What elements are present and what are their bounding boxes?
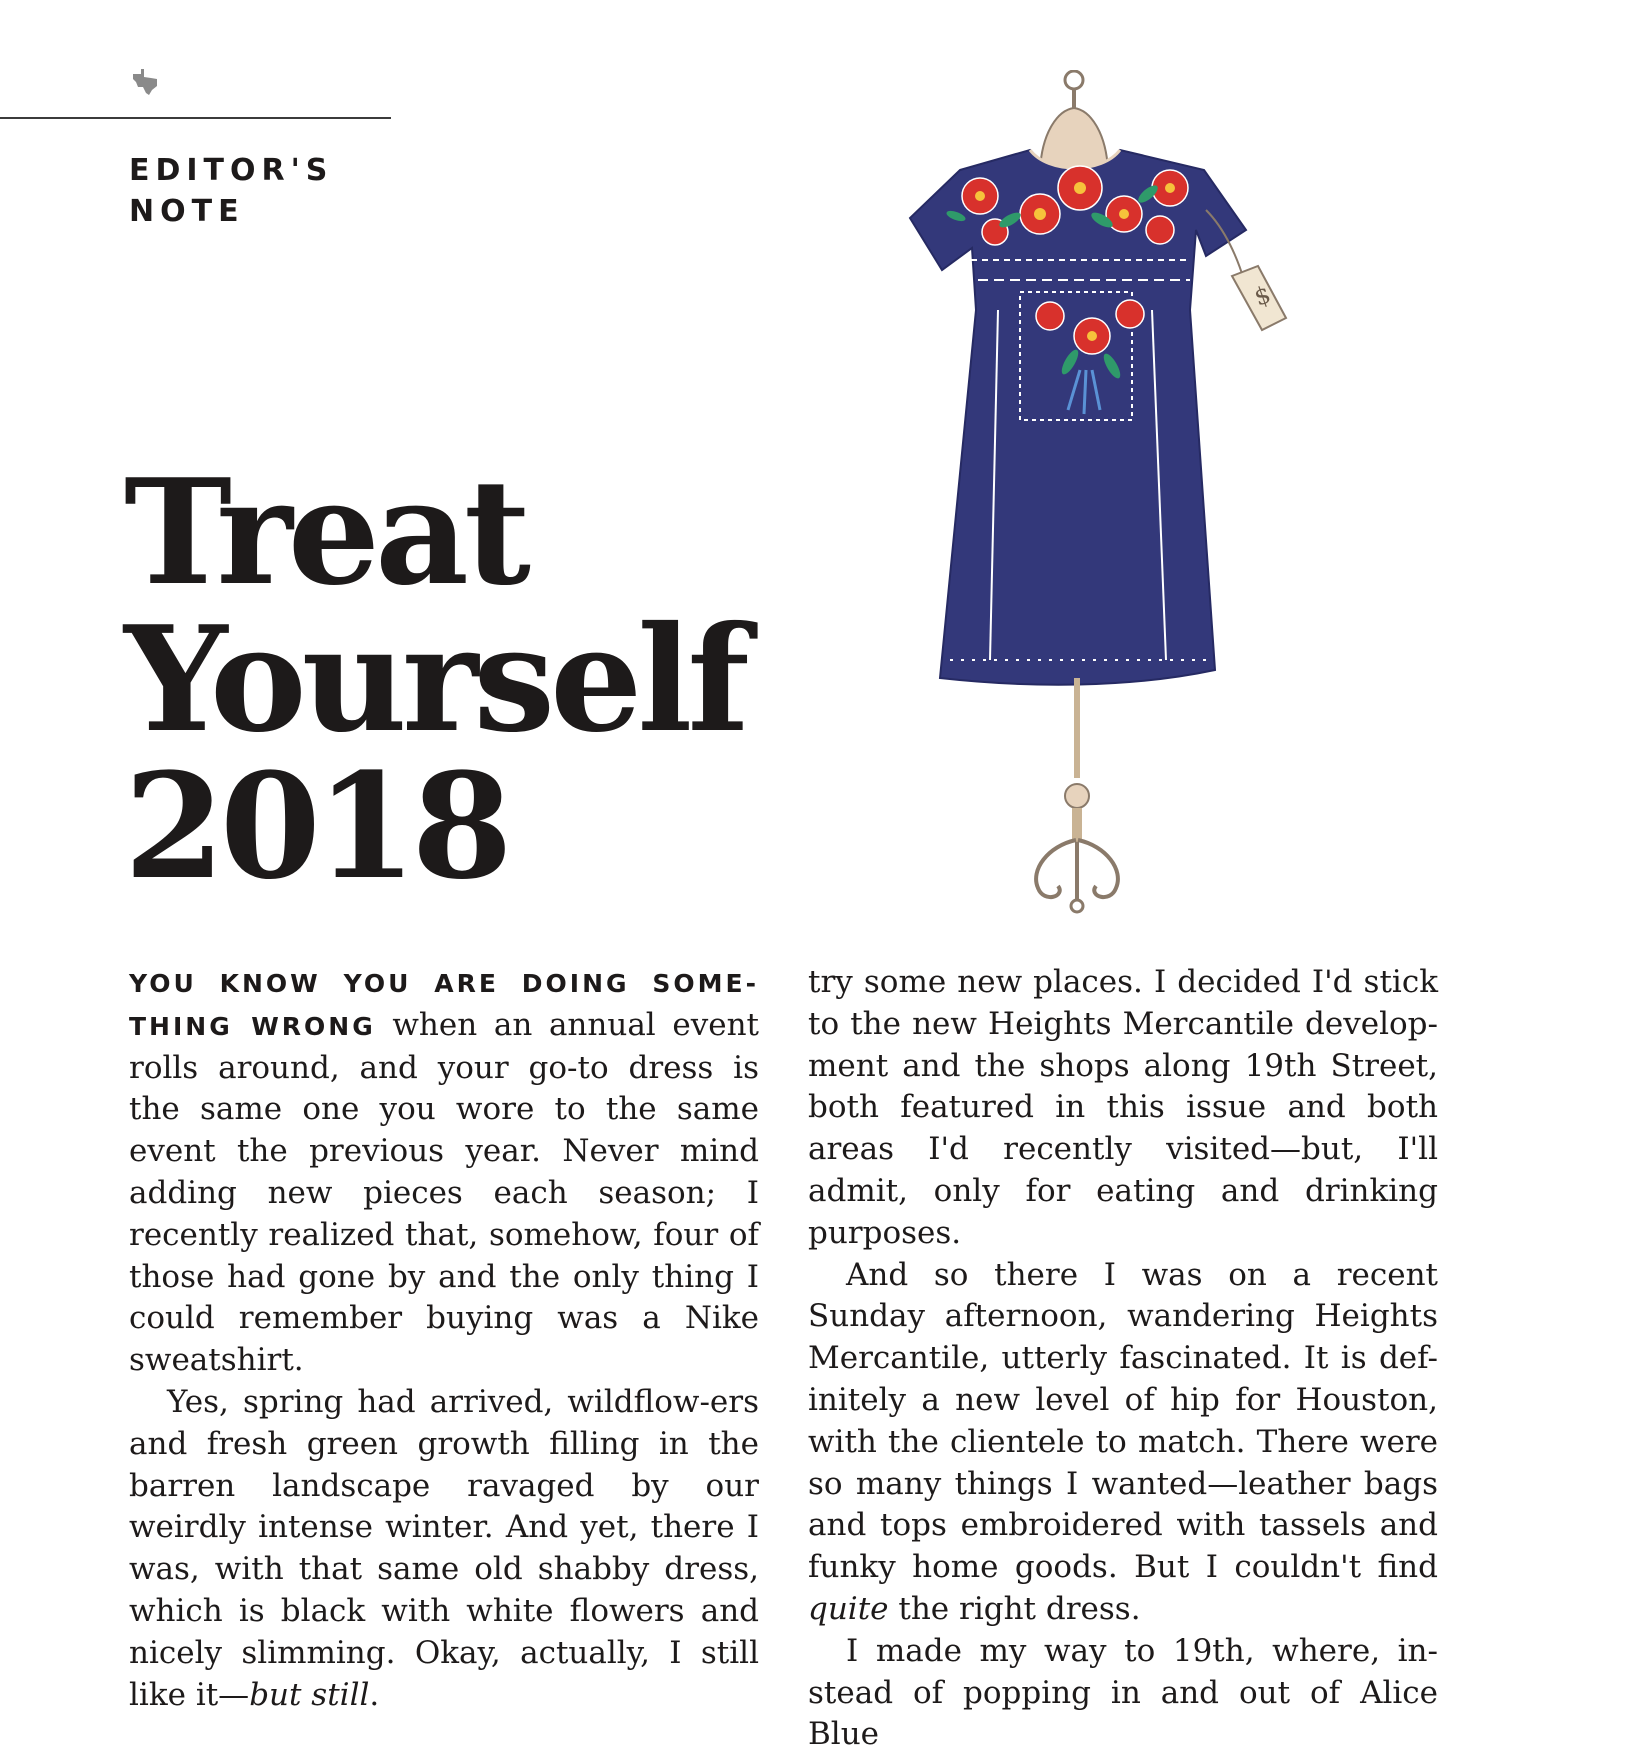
paragraph-3 xyxy=(808,962,1438,1255)
kicker-line-1: EDITOR'S xyxy=(129,153,334,188)
paragraph-1 xyxy=(129,962,759,1382)
paragraph-5 xyxy=(808,1631,1438,1756)
headline-line-2: Yourself xyxy=(124,595,745,765)
headline-line-1: Treat xyxy=(124,448,526,618)
lead-in: YOU KNOW YOU ARE DOING SOME-THING WRONG xyxy=(129,969,759,1041)
paragraph-5-text: I made my way to 19th, where, in-stead of popping in and out of Alice Blue xyxy=(808,1632,1438,1753)
paragraph-3-text: try some new places. I decided I'd stick to the new Heights Mercantile develop-ment and the shops along 19th Street, both featured in this issue and both areas I'd recently visited—but, I'll admit, only for eating and drinking purposes. xyxy=(808,964,1438,1251)
paragraph-2-end: . xyxy=(369,1676,380,1713)
paragraph-2 xyxy=(129,1382,759,1716)
section-kicker xyxy=(129,150,333,232)
paragraph-2-text: Yes, spring had arrived, wildflow-ers and fresh green growth filling in the barren landscape ravaged by our weirdly intense winter. And yet, there I was, with that same old shabby dress, which is black with white flowers and nicely slimming. Okay, actually, I still like it— xyxy=(129,1383,759,1713)
paragraph-4-end: the right dress. xyxy=(888,1590,1141,1627)
paragraph-1-text: when an annual event rolls around, and your go-to dress is the same one you wore to the same event the previous year. Never mind adding new pieces each season; I recently realized that, somehow, four of those had gone by and the only thing I could remember buying was a Nike sweatshirt. xyxy=(129,1006,760,1379)
texas-state-icon xyxy=(130,66,160,96)
paragraph-4-text: And so there I was on a recent Sunday afternoon, wandering Heights Mercantile, utterly fascinated. It is def-initely a new level of hip for Houston, with the clientele to match. There were so many things I wanted—leather bags and tops embroidered with tassels and funky home goods. But I couldn't find xyxy=(808,1256,1438,1586)
header-rule xyxy=(0,117,391,119)
article-column-right xyxy=(808,962,1438,1756)
kicker-line-2: NOTE xyxy=(129,194,245,229)
headline-line-3: 2018 xyxy=(124,742,508,912)
price-tag-symbol: $ xyxy=(1250,280,1275,312)
headline xyxy=(124,448,745,912)
dress-on-mannequin-icon xyxy=(880,70,1320,920)
paragraph-4 xyxy=(808,1255,1438,1631)
paragraph-4-emphasis: quite xyxy=(808,1590,889,1627)
article-column-left xyxy=(129,962,759,1716)
paragraph-2-emphasis: but still xyxy=(249,1676,370,1713)
